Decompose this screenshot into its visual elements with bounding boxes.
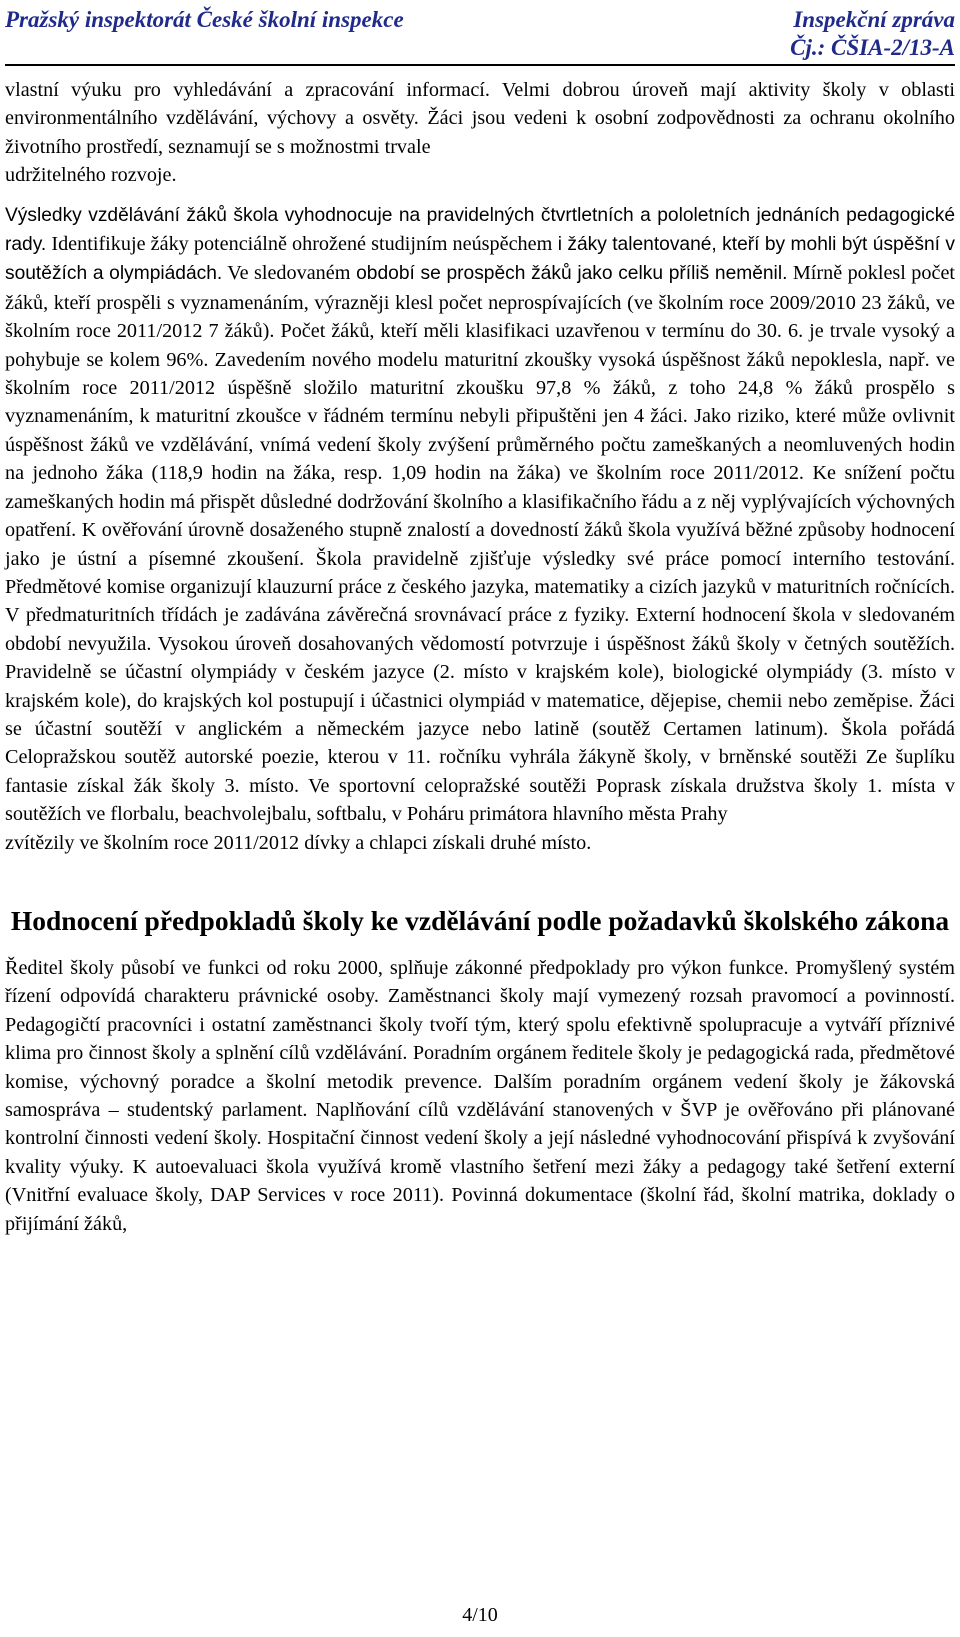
page-number: 4/10 [462,1604,498,1626]
results-text-sans-3: období se prospěch žáků jako celku příliš neměnil. [350,263,788,285]
paragraph-management: Ředitel školy působí ve funkci od roku 2000, splňuje zákonné předpoklady pro výkon funkce. Promyšlený systém řízení odpovídá charakteru právnické osoby. Zaměstnanci školy mají vymezený rozsah pravomocí a povinností. Pedagogičtí pracovníci i ostatní zaměstnanci školy tvoří tým, který spolu efektivně spolupracuje a vytváří příznivé klima pro činnost školy a splnění cílů vzdělávání. Poradním orgánem ředitele školy je pedagogická rada, předmětové komise, výchovný poradce a školní metodik prevence. Dalším poradním orgánem vedení školy je žákovská samospráva – studentský parlament. Naplňování cílů vzdělávání stanovených v ŠVP je ověřováno při plánované kontrolní činnosti vedení školy. Hospitační činnost vedení školy a její následné vyhodnocování přispívá k zvyšování kvality výuky. K autoevaluaci škola využívá kromě vlastního šetření mezi žáky a pedagogy také šetření externí (Vnitřní evaluace školy, DAP Services v roce 2011). Povinná dokumentace (školní řád, školní matrika, doklady o přijímání žáků, [5,956,955,1235]
results-last-line: zvítězily ve školním roce 2011/2012 dívky a chlapci získali druhé místo. [5,831,592,854]
section-heading: Hodnocení předpokladů školy ke vzdělávání podle požadavků školského zákona [10,904,950,936]
results-text-serif-2: Ve sledovaném [222,262,351,285]
paragraph-environmental-last-line: udržitelného rozvoje. [5,164,177,187]
page-header [5,6,955,66]
results-text-serif-1: Identifikuje žáky potenciálně ohrožené studijním neúspěchem [46,233,553,256]
document-body [5,76,955,1238]
paragraph-environmental-text: vlastní výuku pro vyhledávání a zpracování informací. Velmi dobrou úroveň mají aktivity školy v oblasti environmentálního vzdělávání, výchovy a osvěty. Žáci jsou vedeni k osobní zodpovědnosti za ochranu okolního životního prostředí, seznamují se s možnostmi trvale [5,79,955,158]
results-text-serif-3: Mírně poklesl počet žáků, kteří prospěli s vyznamenáním, výrazněji klesl počet neprospívajících (ve školním roce 2009/2010 23 žáků, ve školním roce 2011/2012 7 žáků). Počet žáků, kteří měli klasifikaci uzavřenou v termínu do 30. 6. je trvale vysoký a pohybuje se kolem 96%. Zavedením nového modelu maturitní zkoušky vysoká úspěšnost žáků nepoklesla, např. ve školním roce 2011/2012 úspěšně složilo maturitní zkoušku 97,8 % žáků, z toho 24,8 % žáků prospělo s vyznamenáním, k maturitní zkoušce v řádném termínu nebyli připuštěni jen 4 žáci. Jako riziko, které může ovlivnit úspěšnost žáků ve vzdělávání, vnímá vedení školy zvýšení průměrného počtu zameškaných a neomluvených hodin na jednoho žáka (118,9 hodin na žáka, resp. 1,09 hodin na žáka) ve školním roce 2011/2012. Ke snížení počtu zameškaných hodin má přispět důsledné dodržování školního a klasifikačního řádu a z něj vyplývajících výchovných opatření. K ověřování úrovně dosaženého stupně znalostí a dovedností žáků škola využívá běžné způsoby hodnocení jako je ústní a písemné zkoušení. Škola pravidelně zjišťuje výsledky své práce pomocí interního testování. Předmětové komise organizují klauzurní práce z českého jazyka, matematiky a cizích jazyků v maturitních ročnících. V předmaturitních třídách je zadávána závěrečná srovnávací práce z fyziky. Externí hodnocení škola v sledovaném období nevyužila. Vysokou úroveň dosahovaných vědomostí potvrzuje i úspěšnost žáků školy v četných soutěžích. Pravidelně se účastní olympiády v českém jazyce (2. místo v krajském kole), biologické olympiády (3. místo v krajském kole), do krajských kol postupují i účastnici olympiád v matematice, dějepise, chemii nebo zeměpise. Žáci se účastní soutěží v anglickém a německém jazyce nebo latině (soutěž Certamen latinum). Škola pořádá Celopražskou soutěž autorské poezie, kterou v 11. ročníku vyhrála žákyně školy, v brněnské soutěži Ze šuplíku fantasie získal žák školy 3. místo. Ve sportovní celopražské soutěži Poprask získala družstva školy 1. místa v soutěžích ve florbalu, beachvolejbalu, softbalu, v Poháru primátora hlavního města Prahy [5,262,956,826]
reference-number: Čj.: ČŠIA-2/13-A [790,35,955,60]
report-title: Inspekční zpráva [793,7,955,32]
results-text-sans-1: Výsledky vzdělávání žáků škola vyhodnocuje na pravidelných čtvrtletních a pololetních jednáních pedagogické rady. [5,204,955,256]
results-text-sans-2: i žáky talentované, kteří by mohli být úspěšní v soutěžích a olympiádách. [5,234,955,285]
paragraph-results [5,201,955,857]
report-header-block [790,6,955,62]
paragraph-environmental [5,76,955,190]
inspectorate-title: Pražský inspektorát České školní inspekce [5,7,404,32]
header-divider [5,64,955,66]
